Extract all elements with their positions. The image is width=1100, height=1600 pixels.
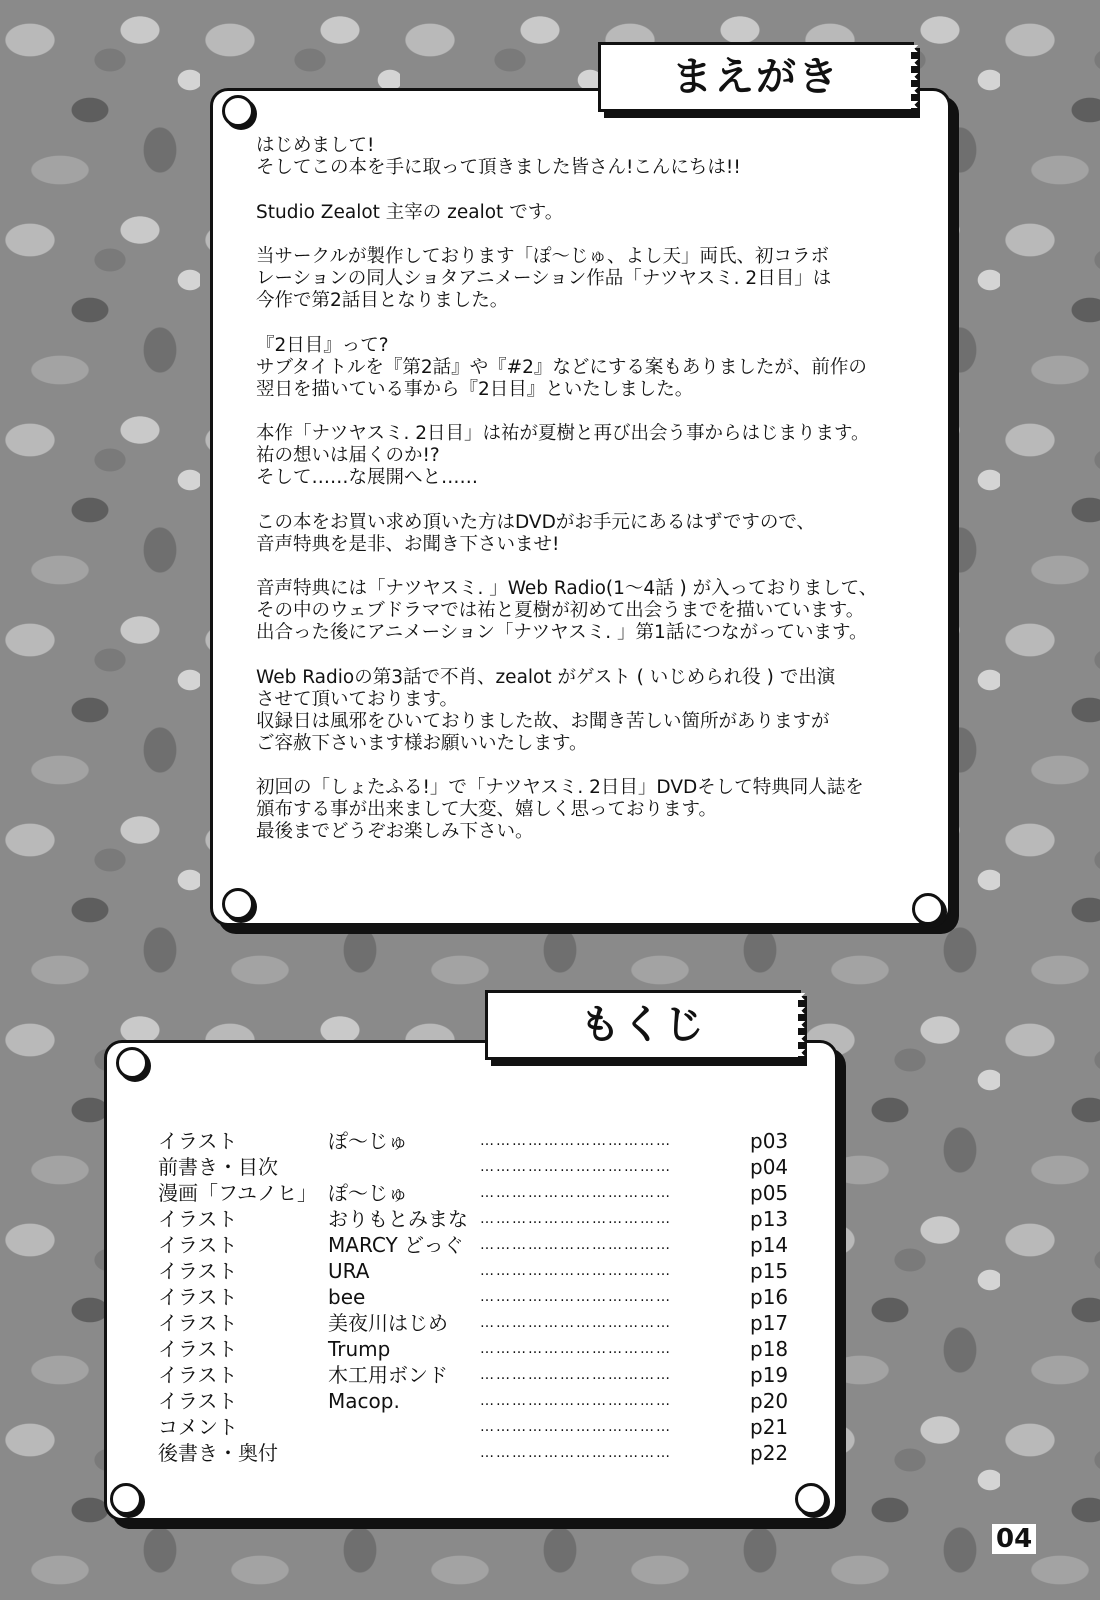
preface-line: この本をお買い求め頂いた方はDVDがお手元にあるはずですので、: [256, 511, 816, 533]
toc-category: イラスト: [158, 1389, 238, 1413]
toc-row: [158, 1440, 818, 1466]
preface-line: 音声特典には「ナツヤスミ. 」Web Radio(1〜4話 ) が入っておりまして、: [256, 578, 878, 599]
page-number: 04: [992, 1524, 1036, 1554]
toc-row: [158, 1232, 818, 1258]
toc-row: [158, 1414, 818, 1440]
toc-page-number: p21: [750, 1415, 789, 1439]
corner-ring-icon: [222, 95, 254, 127]
preface-line: させて頂いております。: [256, 688, 459, 710]
toc-leader-dots: ………………………………: [480, 1315, 672, 1331]
toc-author: bee: [328, 1285, 366, 1309]
corner-ring-icon: [222, 888, 254, 920]
preface-paragraph: [256, 423, 936, 489]
toc-leader-dots: ………………………………: [480, 1393, 672, 1409]
toc-page-number: p17: [750, 1311, 789, 1335]
toc-author: [328, 1440, 480, 1466]
preface-line: Web Radioの第3話で不肖、zealot がゲスト ( いじめられ役 ) で出演: [256, 666, 836, 688]
preface-paragraph: [256, 246, 936, 312]
toc-page-number: p19: [750, 1363, 789, 1387]
preface-paragraph: [256, 578, 936, 644]
toc-leader-dots: ………………………………: [480, 1263, 672, 1279]
toc-leader-dots: ………………………………: [480, 1133, 672, 1149]
toc-row: [158, 1388, 818, 1414]
preface-line: 音声特典を是非、お聞き下さいませ!: [256, 533, 560, 555]
toc-leader-dots: ………………………………: [480, 1185, 672, 1201]
toc-category: イラスト: [158, 1259, 238, 1283]
toc-author: ぽ〜じゅ: [328, 1181, 408, 1205]
toc-author: [328, 1154, 480, 1180]
toc-page-number: p16: [750, 1285, 789, 1309]
corner-ring-icon: [795, 1483, 827, 1515]
preface-line: そしてこの本を手に取って頂きました皆さん!こんにちは!!: [256, 157, 741, 178]
preface-line: Studio Zealot 主宰の zealot です。: [256, 201, 564, 223]
toc-category: イラスト: [158, 1311, 238, 1335]
toc-category: イラスト: [158, 1233, 238, 1257]
preface-line: ご容赦下さいます様お願いいたします。: [256, 732, 588, 754]
preface-line: はじめまして!: [256, 135, 375, 156]
preface-line: 初回の「しょたふる!」で「ナツヤスミ. 2日目」DVDそして特典同人誌を: [256, 777, 864, 798]
toc-leader-dots: ………………………………: [480, 1289, 672, 1305]
toc-category: 漫画「フユノヒ」: [158, 1181, 317, 1205]
corner-ring-icon: [110, 1483, 142, 1515]
toc-row: [158, 1284, 818, 1310]
corner-ring-icon: [912, 893, 944, 925]
preface-paragraph: [256, 135, 936, 179]
preface-line: レーションの同人ショタアニメーション作品「ナツヤスミ. 2日目」は: [256, 268, 832, 289]
toc-row: [158, 1180, 818, 1206]
toc-row: [158, 1128, 818, 1154]
toc-category: イラスト: [158, 1363, 238, 1387]
toc-category: イラスト: [158, 1207, 238, 1231]
preface-paragraph: [256, 667, 936, 755]
toc-author: URA: [328, 1259, 370, 1283]
toc-author: ぽ〜じゅ: [328, 1129, 408, 1153]
contents-title: もくじ: [485, 990, 801, 1060]
toc-category: イラスト: [158, 1337, 238, 1361]
toc-leader-dots: ………………………………: [480, 1237, 672, 1253]
preface-paragraph: [256, 335, 936, 401]
preface-line: 出合った後にアニメーション「ナツヤスミ. 」第1話につながっています。: [256, 622, 868, 643]
toc-category: イラスト: [158, 1285, 238, 1309]
toc-leader-dots: ………………………………: [480, 1419, 672, 1435]
toc-page-number: p22: [750, 1441, 789, 1465]
preface-line: その中のウェブドラマでは祐と夏樹が初めて出会うまでを描いています。: [256, 600, 865, 621]
toc-leader-dots: ………………………………: [480, 1159, 672, 1175]
preface-paragraph: [256, 512, 936, 556]
toc-author: おりもとみまな: [328, 1207, 468, 1231]
toc-category: 前書き・目次: [158, 1155, 278, 1179]
toc-row: [158, 1258, 818, 1284]
toc-leader-dots: ………………………………: [480, 1367, 672, 1383]
toc-author: 木工用ボンド: [328, 1363, 448, 1387]
preface-paragraph: [256, 202, 936, 224]
preface-body: [256, 135, 936, 866]
preface-line: 最後までどうぞお楽しみ下さい。: [256, 821, 534, 842]
toc-page-number: p13: [750, 1207, 789, 1231]
toc-leader-dots: ………………………………: [480, 1445, 672, 1461]
preface-line: 頒布する事が出来まして大変、嬉しく思っております。: [256, 799, 718, 820]
preface-paragraph: [256, 777, 936, 843]
toc-page-number: p05: [750, 1181, 789, 1205]
preface-title: まえがき: [598, 42, 914, 112]
preface-line: 祐の想いは届くのか!?: [256, 445, 440, 466]
toc-page-number: p18: [750, 1337, 789, 1361]
toc-row: [158, 1310, 818, 1336]
preface-line: 『2日目』って?: [256, 334, 389, 356]
preface-line: 今作で第2話目となりました。: [256, 290, 509, 311]
toc-page-number: p14: [750, 1233, 789, 1257]
toc-category: イラスト: [158, 1129, 238, 1153]
toc-page-number: p03: [750, 1129, 789, 1153]
toc-category: コメント: [158, 1415, 238, 1439]
preface-line: 翌日を描いている事から『2日目』といたしました。: [256, 378, 694, 400]
toc-leader-dots: ………………………………: [480, 1341, 672, 1357]
table-of-contents: [158, 1128, 818, 1466]
toc-row: [158, 1206, 818, 1232]
corner-ring-icon: [116, 1047, 148, 1079]
toc-category: 後書き・奥付: [158, 1441, 278, 1465]
toc-author: Macop.: [328, 1389, 400, 1413]
preface-line: 収録日は風邪をひいておりました故、お聞き苦しい箇所がありますが: [256, 710, 830, 732]
preface-line: 当サークルが製作しております「ぽ〜じゅ、よし天」両氏、初コラボ: [256, 246, 829, 267]
preface-line: そして……な展開へと……: [256, 467, 479, 488]
toc-page-number: p04: [750, 1155, 789, 1179]
toc-author: [328, 1414, 480, 1440]
toc-row: [158, 1362, 818, 1388]
toc-author: Trump: [328, 1337, 391, 1361]
preface-line: サブタイトルを『第2話』や『#2』などにする案もありましたが、前作の: [256, 356, 867, 378]
toc-page-number: p20: [750, 1389, 789, 1413]
toc-author: 美夜川はじめ: [328, 1311, 448, 1335]
toc-row: [158, 1336, 818, 1362]
preface-line: 本作「ナツヤスミ. 2日目」は祐が夏樹と再び出会う事からはじまります。: [256, 423, 870, 444]
toc-author: MARCY どっぐ: [328, 1233, 464, 1257]
toc-page-number: p15: [750, 1259, 789, 1283]
toc-row: [158, 1154, 818, 1180]
toc-leader-dots: ………………………………: [480, 1211, 672, 1227]
